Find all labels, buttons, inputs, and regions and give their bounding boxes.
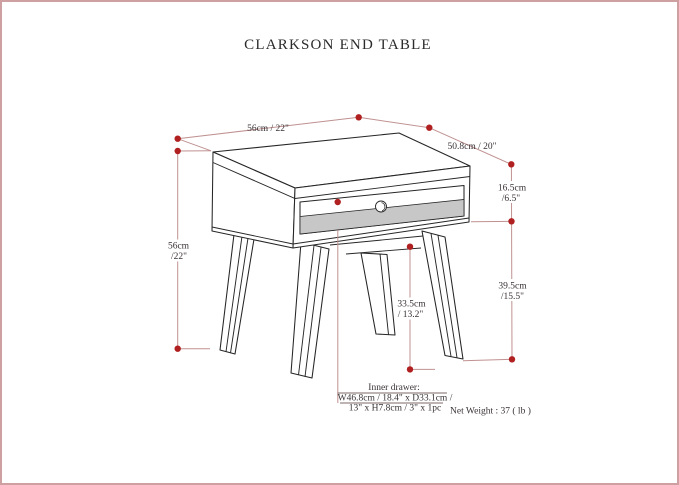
end-table-drawing xyxy=(212,133,470,378)
label-overall-height-cm: 56cm xyxy=(167,241,190,252)
leg-front-center xyxy=(291,242,329,378)
leg-front-right xyxy=(422,231,463,359)
table-case xyxy=(212,133,470,248)
label-leg-height-in: /15.5" xyxy=(500,292,525,302)
inner-drawer-dimensions-line1: W46.8cm / 18.4" x D33.1cm / xyxy=(337,393,453,404)
notes xyxy=(338,383,531,417)
end-table-diagram xyxy=(2,2,679,485)
label-overall-height-in: /22" xyxy=(170,252,188,262)
label-case-height-cm: 16.5cm xyxy=(497,183,527,194)
leg-front-left xyxy=(220,226,255,354)
inner-drawer-heading: Inner drawer: xyxy=(368,383,420,393)
label-case-height-in: /6.5" xyxy=(501,194,521,204)
inner-drawer-dimensions-line2: 13" x H7.8cm / 3" x 1pc xyxy=(348,403,442,414)
page-title: CLARKSON END TABLE xyxy=(244,37,432,53)
label-clearance-in: / 13.2" xyxy=(397,310,424,320)
label-clearance-cm: 33.5cm xyxy=(397,299,426,310)
label-top-width: 56cm / 22" xyxy=(247,124,289,134)
net-weight: Net Weight : 37 ( lb ) xyxy=(450,406,531,417)
label-leg-height-cm: 39.5cm xyxy=(498,281,527,292)
leg-back xyxy=(361,253,395,335)
label-top-depth: 50.8cm / 20" xyxy=(447,142,497,152)
